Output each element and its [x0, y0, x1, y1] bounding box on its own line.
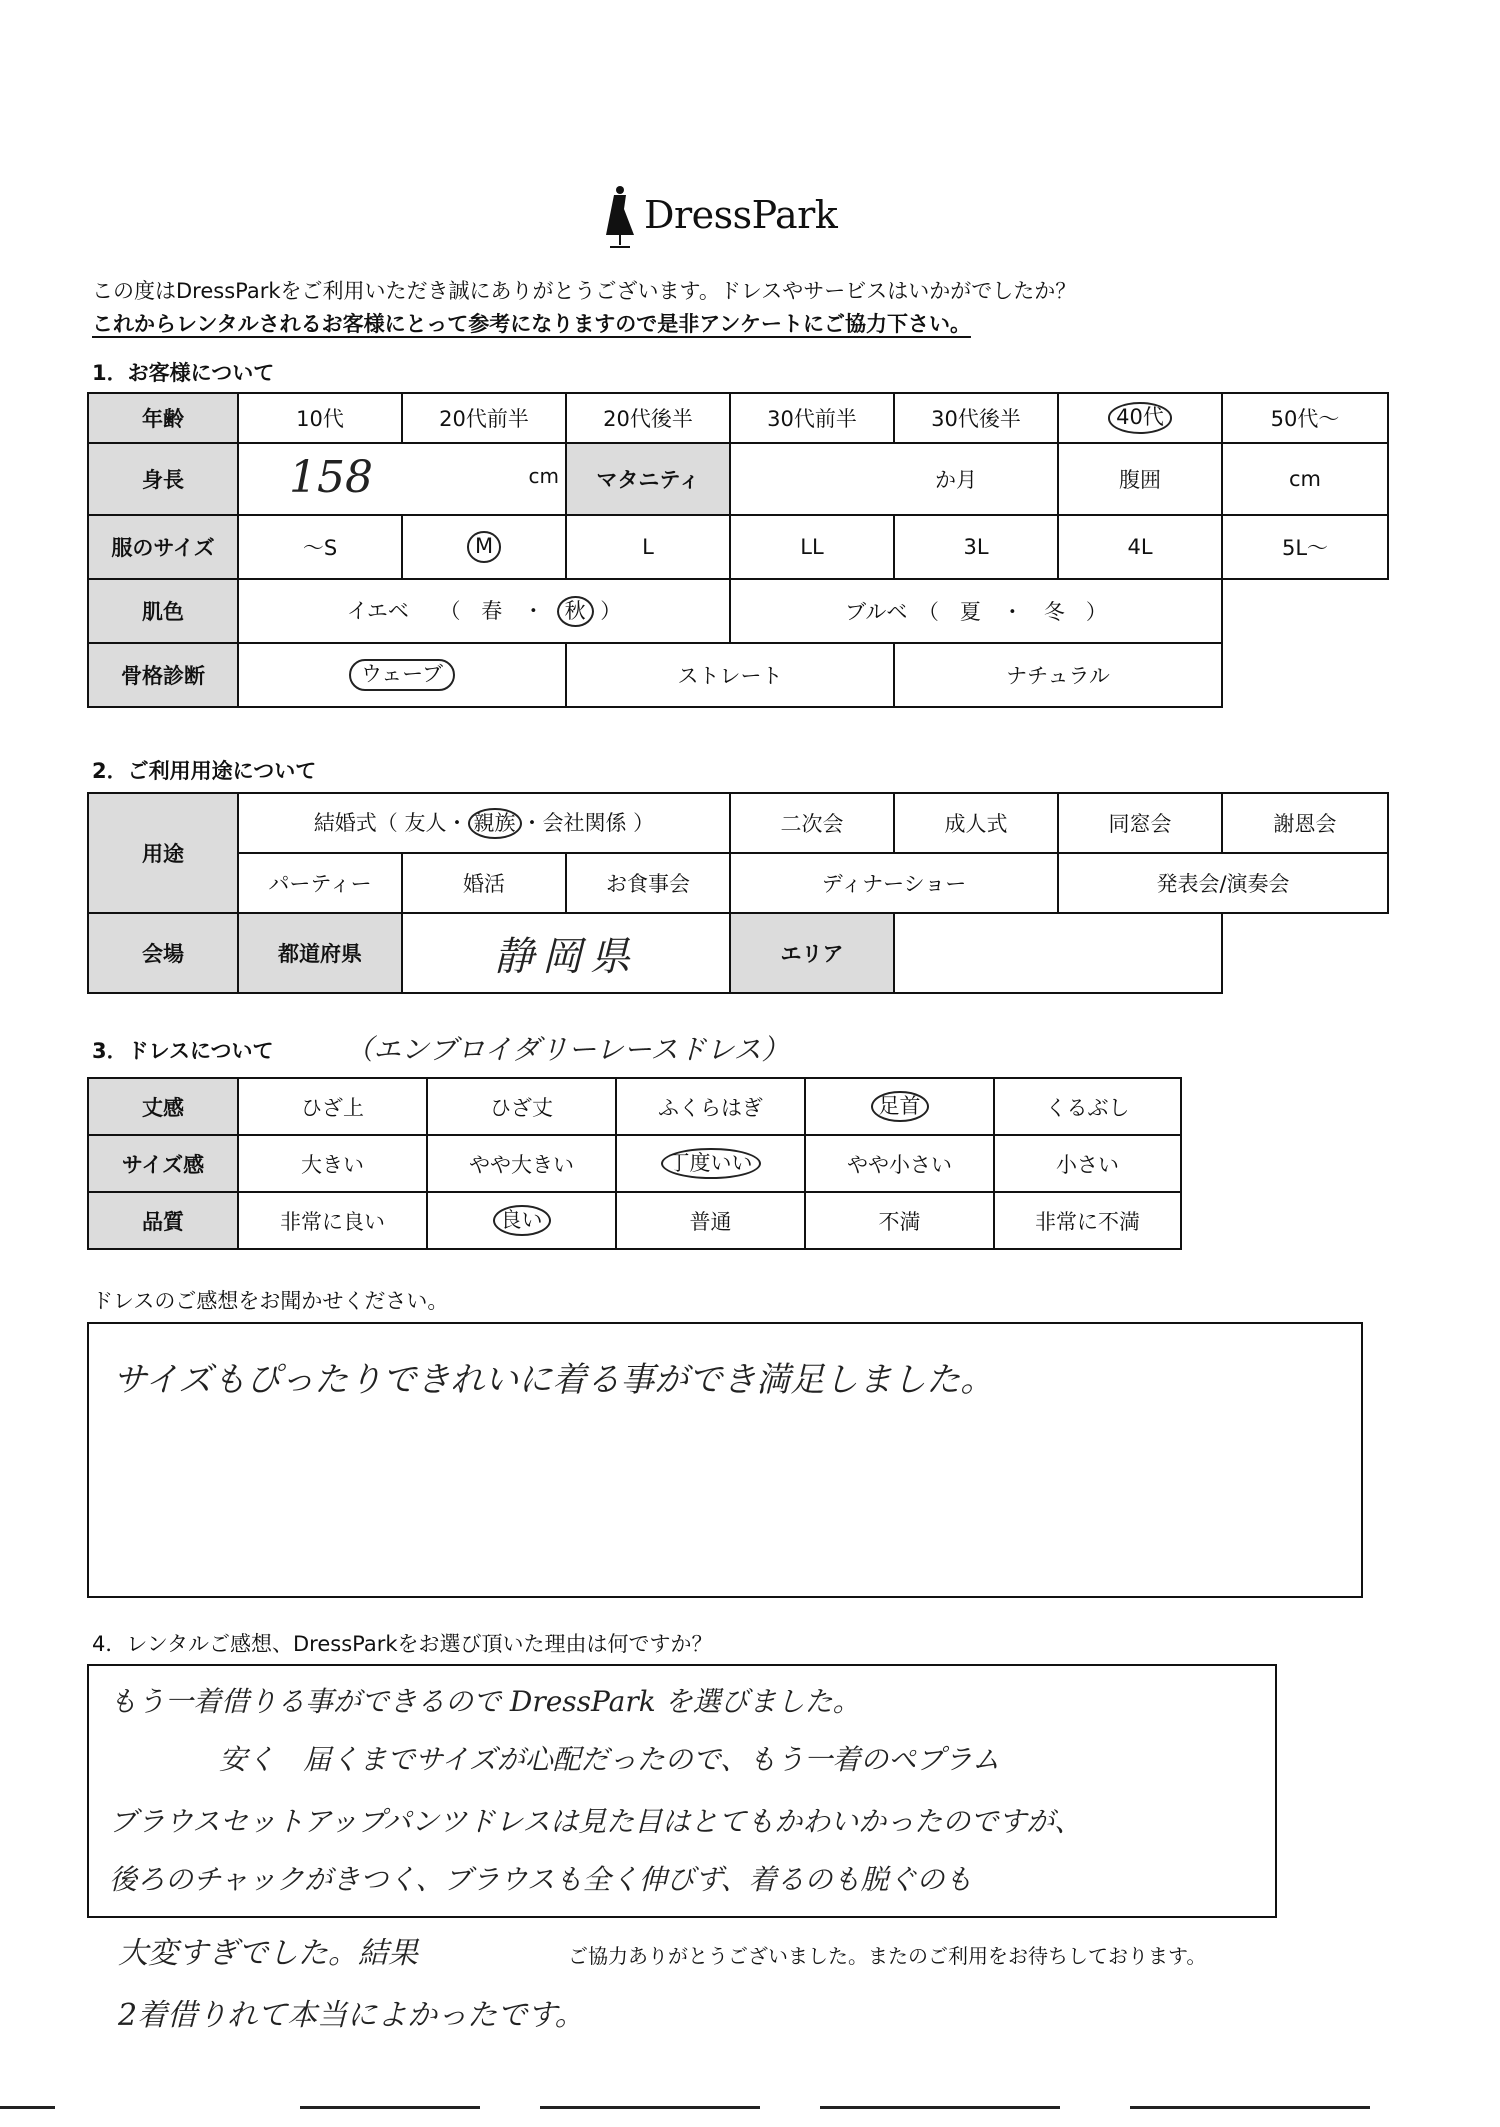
age-option[interactable]: 20代前半 [402, 393, 566, 443]
usage-row-1 [88, 793, 1388, 853]
quality-option[interactable]: 非常に良い [238, 1192, 427, 1249]
usage-option[interactable]: 婚活 [402, 853, 566, 913]
reason-line: 後ろのチャックがきつく、ブラウスも全く伸びず、着るのも脱ぐのも [109, 1863, 973, 1896]
maternity-label: マタニティ [566, 443, 730, 515]
age-option[interactable]: 10代 [238, 393, 402, 443]
skeleton-option-selected[interactable] [238, 643, 566, 707]
size-row [88, 515, 1388, 579]
blank-cell [1222, 579, 1388, 643]
selected-mark: 丁度いい [661, 1148, 761, 1179]
fit-option[interactable]: やや小さい [805, 1135, 994, 1192]
intro-request: これからレンタルされるお客様にとって参考になりますので是非アンケートにご協力下さい。 [92, 312, 971, 336]
size-option[interactable]: 〜S [238, 515, 402, 579]
usage-table [87, 792, 1389, 994]
height-field[interactable] [238, 443, 566, 515]
dress-mannequin-icon [600, 185, 640, 249]
age-option[interactable]: 30代前半 [730, 393, 894, 443]
scan-mark [0, 2106, 55, 2109]
purpose-label: 用途 [88, 793, 238, 913]
quality-option[interactable]: 非常に不満 [994, 1192, 1181, 1249]
usage-option[interactable]: パーティー [238, 853, 402, 913]
age-option[interactable]: 20代後半 [566, 393, 730, 443]
thanks-message: ご協力ありがとうございました。またのご利用をお待ちしております。 [568, 1944, 1207, 1968]
age-option[interactable]: 50代〜 [1222, 393, 1388, 443]
scan-mark [1130, 2106, 1370, 2109]
reason-line: ブラウスセットアップパンツドレスは見た目はとてもかわいかったのですが、 [109, 1805, 1083, 1838]
fit-row [88, 1135, 1181, 1192]
size-option[interactable]: L [566, 515, 730, 579]
size-label: 服のサイズ [88, 515, 238, 579]
size-option[interactable]: 3L [894, 515, 1058, 579]
paren-close: ） [600, 598, 622, 623]
blank-cell [1222, 643, 1388, 707]
section2-title: 2．ご利用用途について [92, 759, 317, 783]
reason-line: 2着借りれて本当によかったです。 [118, 1998, 585, 2033]
autumn-option-selected[interactable]: 秋 [557, 596, 594, 627]
selected-mark: 40代 [1108, 402, 1172, 433]
section4-title: 4．レンタルご感想、DressParkをお選び頂いた理由は何ですか？ [92, 1632, 713, 1656]
usage-option[interactable]: お食事会 [566, 853, 730, 913]
usage-option[interactable]: 二次会 [730, 793, 894, 853]
reason-line: 大変すぎでした。結果 [118, 1936, 418, 1971]
size-option[interactable]: 5L〜 [1222, 515, 1388, 579]
usage-option[interactable]: 発表会/演奏会 [1058, 853, 1388, 913]
blank-cell [1222, 913, 1388, 993]
age-label: 年齢 [88, 393, 238, 443]
skeleton-option[interactable]: ストレート [566, 643, 894, 707]
dress-table [87, 1077, 1182, 1250]
length-option[interactable]: ひざ上 [238, 1078, 427, 1135]
selected-mark: 足首 [871, 1091, 929, 1122]
quality-option-selected[interactable] [427, 1192, 616, 1249]
usage-option[interactable]: ディナーショー [730, 853, 1058, 913]
quality-option[interactable]: 普通 [616, 1192, 805, 1249]
yellow-base-option[interactable] [238, 579, 730, 643]
skeleton-label: 骨格診断 [88, 643, 238, 707]
venue-label: 会場 [88, 913, 238, 993]
age-row [88, 393, 1388, 443]
selected-mark: 良い [493, 1205, 551, 1236]
intro-text: この度はDressParkをご利用いただき誠にありがとうございます。ドレスやサービスはいかがでしたか？ [92, 279, 1077, 303]
fit-option[interactable]: 小さい [994, 1135, 1181, 1192]
scan-mark [300, 2106, 480, 2109]
selected-mark: ウェーブ [349, 659, 455, 690]
area-value[interactable] [894, 913, 1222, 993]
skin-row [88, 579, 1388, 643]
height-row [88, 443, 1388, 515]
impression-title: ドレスのご感想をお聞かせください。 [92, 1289, 449, 1313]
brand-name: DressPark [644, 193, 838, 237]
length-option[interactable]: くるぶし [994, 1078, 1181, 1135]
length-option[interactable]: ふくらはぎ [616, 1078, 805, 1135]
usage-option[interactable]: 謝恩会 [1222, 793, 1388, 853]
dress-name: （エンブロイダリーレースドレス） [345, 1033, 790, 1066]
wedding-option[interactable] [238, 793, 730, 853]
scan-mark [540, 2106, 760, 2109]
brand-logo [600, 185, 900, 255]
scan-mark [820, 2106, 1060, 2109]
usage-option[interactable]: 成人式 [894, 793, 1058, 853]
reason-box[interactable] [87, 1664, 1277, 1918]
quality-row [88, 1192, 1181, 1249]
reason-line: 安く 届くまでサイズが心配だったので、もう一着のペプラム [219, 1743, 1000, 1776]
venue-row [88, 913, 1388, 993]
paren-open: （ [439, 598, 461, 623]
length-label: 丈感 [88, 1078, 238, 1135]
height-value: 158 [289, 452, 373, 503]
size-option[interactable]: LL [730, 515, 894, 579]
wedding-suffix: ・会社関係 ） [521, 810, 655, 835]
size-option[interactable]: 4L [1058, 515, 1222, 579]
usage-option[interactable]: 同窓会 [1058, 793, 1222, 853]
section3-title: 3．ドレスについて [92, 1039, 274, 1063]
size-option-selected[interactable] [402, 515, 566, 579]
skeleton-option[interactable]: ナチュラル [894, 643, 1222, 707]
relatives-option-selected[interactable]: 親族 [468, 808, 522, 839]
fit-option-selected[interactable] [616, 1135, 805, 1192]
prefecture-value[interactable]: 静岡県 [402, 913, 730, 993]
fit-option[interactable]: やや大きい [427, 1135, 616, 1192]
length-option[interactable]: ひざ丈 [427, 1078, 616, 1135]
separator-dot: ・ [522, 598, 544, 623]
section1-title: 1．お客様について [92, 361, 275, 385]
fit-label: サイズ感 [88, 1135, 238, 1192]
quality-label: 品質 [88, 1192, 238, 1249]
selected-mark: M [467, 531, 501, 562]
skeleton-row [88, 643, 1388, 707]
fit-option[interactable]: 大きい [238, 1135, 427, 1192]
customer-table [87, 392, 1389, 708]
prefecture-label: 都道府県 [238, 913, 402, 993]
waist-label: 腹囲 [1058, 443, 1222, 515]
age-option[interactable]: 30代後半 [894, 393, 1058, 443]
height-unit: cm [528, 464, 559, 488]
maternity-months[interactable]: か月 [730, 443, 1058, 515]
reason-line: もう一着借りる事ができるので DressPark を選びました。 [109, 1685, 861, 1718]
impression-text: サイズもぴったりできれいに着る事ができ満足しました。 [113, 1360, 995, 1400]
length-option-selected[interactable] [805, 1078, 994, 1135]
quality-option[interactable]: 不満 [805, 1192, 994, 1249]
skin-label: 肌色 [88, 579, 238, 643]
impression-box[interactable] [87, 1322, 1363, 1598]
height-label: 身長 [88, 443, 238, 515]
length-row [88, 1078, 1181, 1135]
area-label: エリア [730, 913, 894, 993]
age-option-selected[interactable] [1058, 393, 1222, 443]
waist-unit[interactable]: cm [1222, 443, 1388, 515]
yellow-base-label: イエベ [346, 598, 409, 623]
blue-base-option[interactable]: ブルベ （ 夏 ・ 冬 ） [730, 579, 1222, 643]
usage-row-2 [88, 853, 1388, 913]
spring-option[interactable]: 春 [481, 598, 503, 623]
wedding-prefix: 結婚式（ 友人・ [313, 810, 468, 835]
